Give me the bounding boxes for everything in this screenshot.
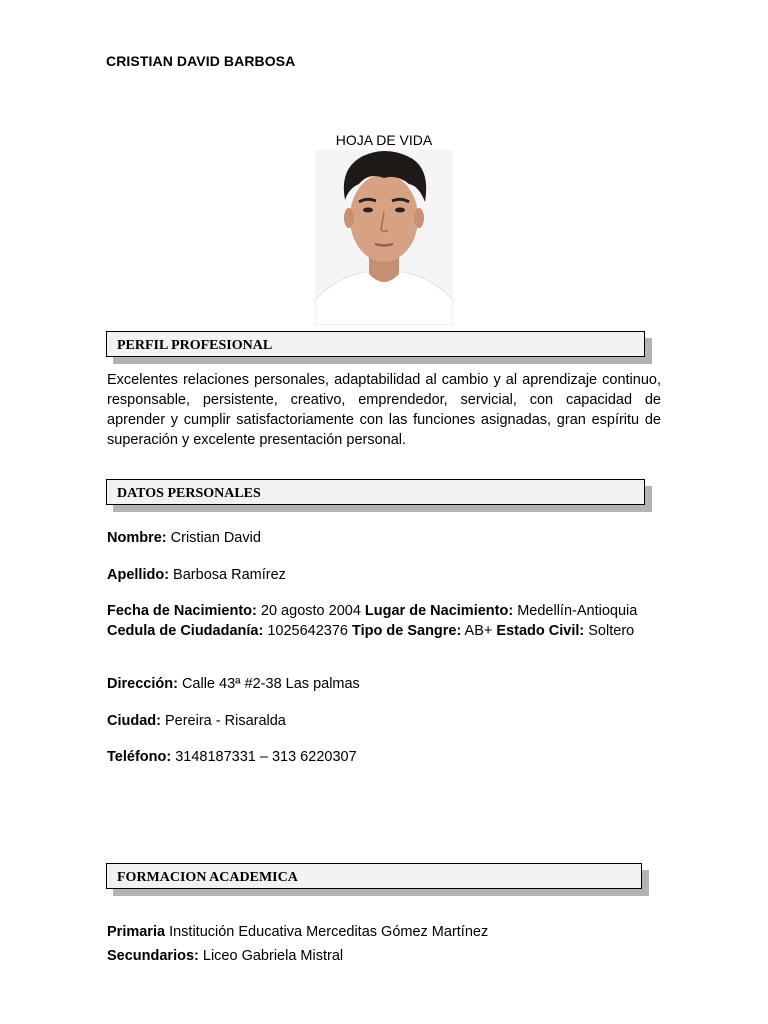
section-formacion-academica	[106, 863, 642, 889]
document-title: HOJA DE VIDA	[335, 132, 433, 148]
field-label: Apellido:	[107, 567, 170, 583]
profile-photo-image	[315, 150, 453, 325]
field-value: Calle 43ª #2-38 Las palmas	[177, 676, 360, 692]
field-label: Estado Civil:	[496, 623, 585, 639]
field-label: Ciudad:	[107, 713, 161, 729]
field-value: AB+	[461, 623, 497, 639]
field-label: Tipo de Sangre:	[352, 623, 462, 639]
field-fecha-lugar	[107, 601, 637, 621]
field-value: Barbosa Ramírez	[169, 567, 286, 583]
field-cedula-sangre-estado	[107, 621, 634, 641]
field-nombre	[107, 528, 261, 548]
field-label: Nombre:	[107, 530, 167, 546]
field-label: Fecha de Nacimiento:	[107, 603, 257, 619]
field-value: Liceo Gabriela Mistral	[198, 948, 344, 964]
field-label: Dirección:	[107, 676, 178, 692]
field-label: Secundarios:	[107, 948, 199, 964]
field-value: Pereira - Risaralda	[160, 713, 286, 729]
field-value: 20 agosto 2004	[256, 603, 365, 619]
field-telefono	[107, 747, 357, 767]
field-value: 3148187331 – 313 6220307	[171, 749, 357, 765]
field-value: Institución Educativa Merceditas Gómez Martínez	[165, 924, 489, 940]
field-value: Medellín-Antioquia	[513, 603, 638, 619]
field-secundaria	[107, 946, 343, 966]
section-perfil-profesional	[106, 331, 645, 357]
field-label: Cedula de Ciudadanía:	[107, 623, 264, 639]
field-direccion	[107, 674, 360, 694]
profile-photo	[315, 150, 453, 325]
field-label: Teléfono:	[107, 749, 172, 765]
field-apellido	[107, 565, 286, 585]
perfil-paragraph: Excelentes relaciones personales, adaptabilidad al cambio y al aprendizaje continuo, responsable, persistente, creativo, emprendedor, servicial, con capacidad de aprender y cumplir satisfactoriamente con las funciones asignadas, gran espíritu de superación y excelente presentación personal.	[107, 372, 661, 448]
field-value: Cristian David	[166, 530, 261, 546]
section-title: FORMACION ACADEMICA	[117, 870, 298, 885]
field-ciudad	[107, 711, 286, 731]
field-label: Lugar de Nacimiento:	[364, 603, 514, 619]
header-name: CRISTIAN DAVID BARBOSA	[106, 53, 296, 69]
field-primaria	[107, 922, 488, 942]
section-title: DATOS PERSONALES	[117, 486, 261, 501]
section-datos-personales	[106, 479, 645, 505]
field-value: 1025642376	[263, 623, 353, 639]
field-value: Soltero	[584, 623, 635, 639]
section-title: PERFIL PROFESIONAL	[117, 338, 273, 353]
field-label: Primaria	[107, 924, 166, 940]
